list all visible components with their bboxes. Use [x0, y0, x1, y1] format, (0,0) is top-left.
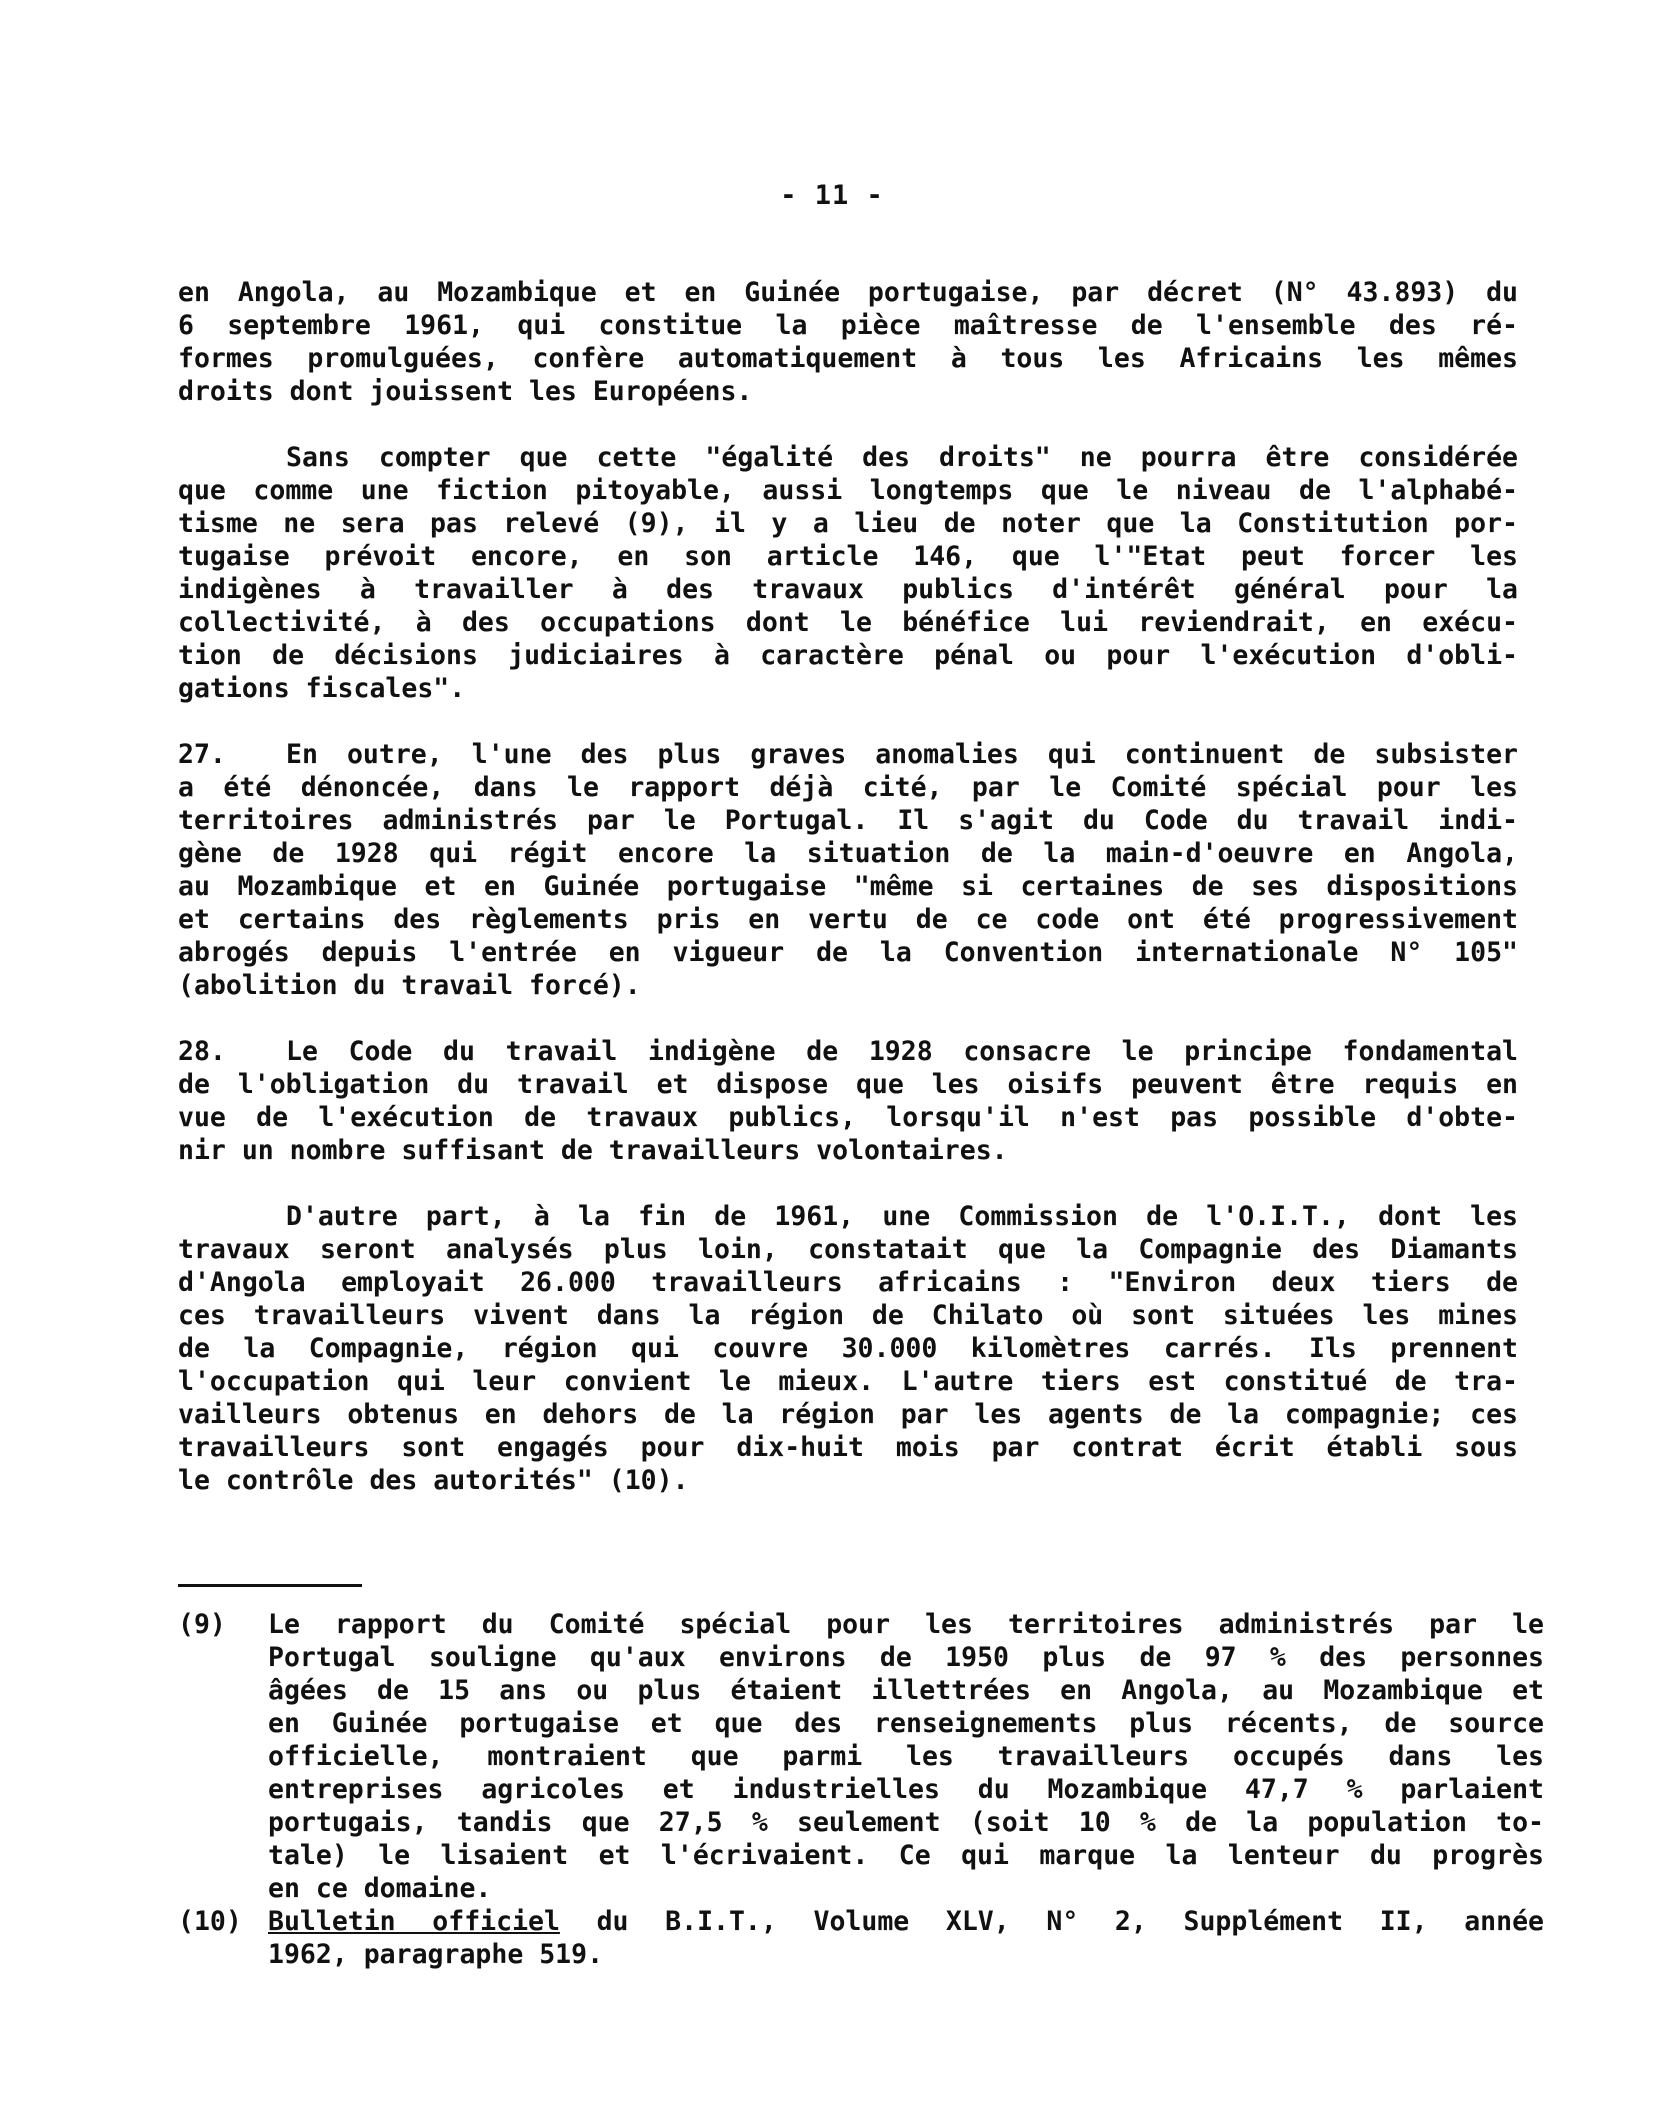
text-line: gations fiscales". [178, 673, 466, 704]
text-line: nir un nombre suffisant de travailleurs volontaires. [178, 1135, 1008, 1166]
paragraph-2 [178, 441, 1518, 705]
text-line: tale) le lisaient et l'écrivaient. Ce qui marque la lenteur du progrès [268, 1840, 1544, 1871]
text-line-content: Sans compter que cette "égalité des droits" ne pourra être considérée [286, 442, 1518, 473]
text-line-content: Le Code du travail indigène de 1928 consacre le principe fondamental [286, 1036, 1518, 1067]
text-line: 6 septembre 1961, qui constitue la pièce maîtresse de l'ensemble des ré- [178, 310, 1518, 341]
text-line: le contrôle des autorités" (10). [178, 1465, 689, 1496]
text-line: âgées de 15 ans ou plus étaient illettrées en Angola, au Mozambique et [268, 1675, 1544, 1706]
footnote-9 [178, 1608, 1544, 1905]
text-line: de l'obligation du travail et dispose que les oisifs peuvent être requis en [178, 1069, 1518, 1100]
text-line: travaux seront analysés plus loin, constatait que la Compagnie des Diamants [178, 1234, 1518, 1265]
text-line: (abolition du travail forcé). [178, 970, 641, 1001]
body-text [178, 276, 1518, 1530]
paragraph-5 [178, 1200, 1518, 1497]
text-line: en Guinée portugaise et que des renseignements plus récents, de source [268, 1708, 1544, 1739]
text-line: gène de 1928 qui régit encore la situation de la main-d'oeuvre en Angola, [178, 838, 1518, 869]
text-line: entreprises agricoles et industrielles du Mozambique 47,7 % parlaient [268, 1774, 1544, 1805]
text-line: d'Angola employait 26.000 travailleurs africains : "Environ deux tiers de [178, 1267, 1518, 1298]
paragraph-27 [178, 738, 1518, 1002]
text-line: en ce domaine. [268, 1873, 492, 1904]
text-line: abrogés depuis l'entrée en vigueur de la Convention internationale N° 105" [178, 937, 1518, 968]
text-line: tion de décisions judiciaires à caractère pénal ou pour l'exécution d'obli- [178, 640, 1518, 671]
text-line-content: du B.I.T., Volume XLV, N° 2, Supplément II, année [559, 1906, 1544, 1937]
text-line: tugaise prévoit encore, en son article 146, que l'"Etat peut forcer les [178, 541, 1518, 572]
footnote-body [268, 1905, 1544, 1971]
footnote-separator [178, 1584, 362, 1587]
footnote-10 [178, 1905, 1544, 1971]
text-line: a été dénoncée, dans le rapport déjà cité, par le Comité spécial pour les [178, 772, 1518, 803]
text-line: droits dont jouissent les Européens. [178, 376, 753, 407]
text-line-content: D'autre part, à la fin de 1961, une Commission de l'O.I.T., dont les [286, 1201, 1518, 1232]
text-line: vailleurs obtenus en dehors de la région par les agents de la compagnie; ces [178, 1399, 1518, 1430]
text-line: vue de l'exécution de travaux publics, lorsqu'il n'est pas possible d'obte- [178, 1102, 1518, 1133]
text-line: Portugal souligne qu'aux environs de 1950 plus de 97 % des personnes [268, 1642, 1544, 1673]
footnote-label: (9) [178, 1609, 226, 1640]
text-line: formes promulguées, confère automatiquement à tous les Africains les mêmes [178, 343, 1518, 374]
text-line: tisme ne sera pas relevé (9), il y a lieu de noter que la Constitution por- [178, 508, 1518, 539]
text-line: au Mozambique et en Guinée portugaise "même si certaines de ses dispositions [178, 871, 1518, 902]
text-line [268, 1905, 1544, 1938]
text-line: de la Compagnie, région qui couvre 30.000 kilomètres carrés. Ils prennent [178, 1333, 1518, 1364]
text-line: ces travailleurs vivent dans la région de Chilato où sont situées les mines [178, 1300, 1518, 1331]
paragraph-number: 27. [178, 739, 226, 770]
page-number: - 11 - [780, 180, 884, 211]
text-line: territoires administrés par le Portugal. Il s'agit du Code du travail indi- [178, 805, 1518, 836]
text-line [178, 738, 1518, 771]
text-line: l'occupation qui leur convient le mieux. L'autre tiers est constitué de tra- [178, 1366, 1518, 1397]
text-line: que comme une fiction pitoyable, aussi longtemps que le niveau de l'alphabé- [178, 475, 1518, 506]
text-line: portugais, tandis que 27,5 % seulement (soit 10 % de la population to- [268, 1807, 1544, 1838]
text-line: 1962, paragraphe 519. [268, 1939, 604, 1970]
text-line [178, 1035, 1518, 1068]
text-line: Le rapport du Comité spécial pour les territoires administrés par le [268, 1609, 1544, 1640]
text-line-content: En outre, l'une des plus graves anomalies qui continuent de subsister [286, 739, 1518, 770]
text-line: collectivité, à des occupations dont le bénéfice lui reviendrait, en exécu- [178, 607, 1518, 638]
paragraph-number: 28. [178, 1036, 226, 1067]
text-line: indigènes à travailler à des travaux publics d'intérêt général pour la [178, 574, 1518, 605]
paragraph-1 [178, 276, 1518, 408]
text-line [178, 441, 1518, 474]
text-line: officielle, montraient que parmi les travailleurs occupés dans les [268, 1741, 1544, 1772]
text-line: travailleurs sont engagés pour dix-huit mois par contrat écrit établi sous [178, 1432, 1518, 1463]
text-line: en Angola, au Mozambique et en Guinée portugaise, par décret (N° 43.893) du [178, 277, 1518, 308]
text-line: et certains des règlements pris en vertu de ce code ont été progressivement [178, 904, 1518, 935]
publication-title: Bulletin officiel [268, 1906, 560, 1937]
footnote-body [268, 1608, 1544, 1905]
footnote-label: (10) [178, 1906, 242, 1937]
text-line [178, 1200, 1518, 1233]
footnotes [178, 1608, 1544, 1971]
paragraph-28 [178, 1035, 1518, 1167]
